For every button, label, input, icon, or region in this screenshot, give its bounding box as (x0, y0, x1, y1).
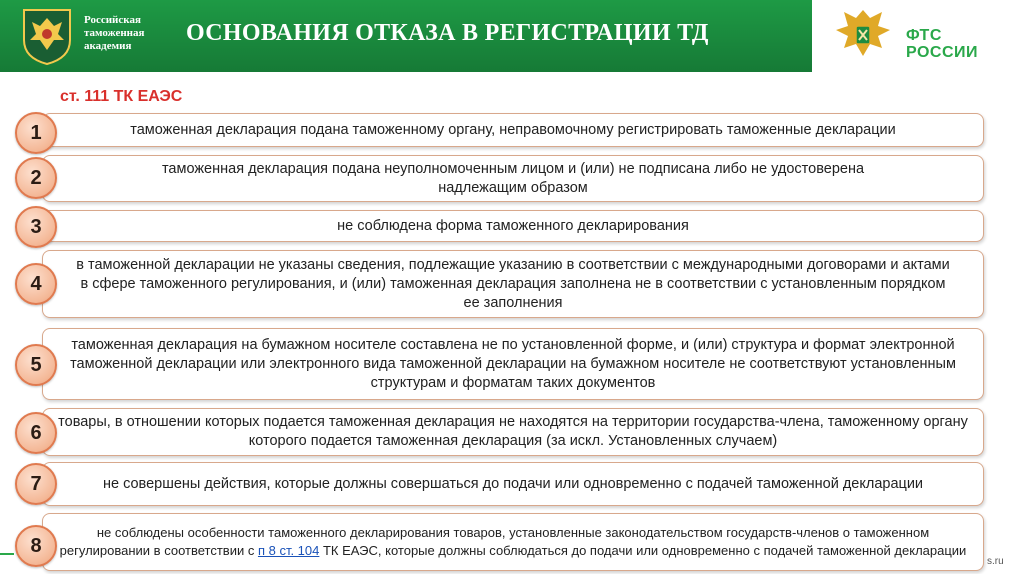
reason-text-6: товары, в отношении которых подается таможенная декларация не находятся на территории государства-члена, таможенному органу которого подается таможенная декларация (за искл. Установленных случаем) (58, 414, 968, 449)
academy-name-line-1: Российская (84, 14, 141, 26)
reason-number-badge-3: 3 (15, 206, 57, 248)
fts-emblem-icon (832, 8, 894, 64)
reason-text-1: таможенная декларация подана таможенному органу, неправомочному регистрировать таможенные декларации (130, 121, 896, 138)
reason-text-8-start: не соблюдены особенности таможенного декларирования товаров, установленные законодательством государств-членов о таможенном регулировании в соответствии с (59, 525, 930, 558)
reason-number-badge-7: 7 (15, 463, 57, 505)
reason-box-4 (42, 250, 984, 318)
footer-accent-line (0, 553, 14, 555)
reason-box-1 (42, 113, 984, 147)
reason-text-8-end: ТК ЕАЭС, которые должны соблюдаться до подачи или одновременно с подачей таможенной декларации (319, 543, 967, 558)
fts-logo-line-2: РОССИИ (906, 44, 979, 61)
reason-box-8 (42, 513, 984, 571)
reason-text-7: не совершены действия, которые должны совершаться до подачи или одновременно с подачей таможенной декларации (102, 475, 924, 492)
academy-emblem-icon (18, 6, 76, 66)
article-link[interactable]: п 8 ст. 104 (257, 543, 320, 558)
reason-number-badge-1: 1 (15, 112, 57, 154)
reason-text-8 (53, 524, 973, 560)
reason-number-badge-4: 4 (15, 263, 57, 305)
reason-number-badge-6: 6 (15, 412, 57, 454)
footer-site-fragment: s.ru (987, 556, 1004, 567)
reason-box-6 (42, 408, 984, 456)
fts-logo-line-1: ФТС (906, 27, 942, 44)
reason-text-2: таможенная декларация подана неуполномоченным лицом и (или) не подписана либо не удостоверена надлежащим образом (161, 160, 865, 196)
reason-number-badge-2: 2 (15, 157, 57, 199)
academy-name (84, 14, 174, 53)
academy-name-line-2: таможенная (84, 27, 145, 39)
reason-number-badge-8: 8 (15, 525, 57, 567)
reason-box-7 (42, 462, 984, 506)
fts-logo-text (906, 27, 978, 61)
reason-box-3 (42, 210, 984, 242)
reason-text-5: таможенная декларация на бумажном носителе составлена не по установленной форме, и (или) структура и формат электронной таможенной декларации или электронного вида таможенной декларации на бумажном носителе не соответствуют установленным структурам и форматам таких документов (70, 336, 956, 391)
reason-text-4: в таможенной декларации не указаны сведения, подлежащие указанию в соответствии с международными договорами и актами в сфере таможенного регулирования, и (или) таможенная декларация заполнена не в соответствии с установленным порядком ее заполнения (76, 256, 950, 311)
reason-text-3: не соблюдена форма таможенного декларирования (337, 217, 689, 234)
reason-box-5 (42, 328, 984, 400)
academy-name-line-3: академия (84, 40, 132, 52)
page-title: ОСНОВАНИЯ ОТКАЗА В РЕГИСТРАЦИИ ТД (186, 20, 709, 46)
reason-box-2 (42, 155, 984, 202)
article-reference: ст. 111 ТК ЕАЭС (60, 88, 183, 105)
reason-number-badge-5: 5 (15, 344, 57, 386)
